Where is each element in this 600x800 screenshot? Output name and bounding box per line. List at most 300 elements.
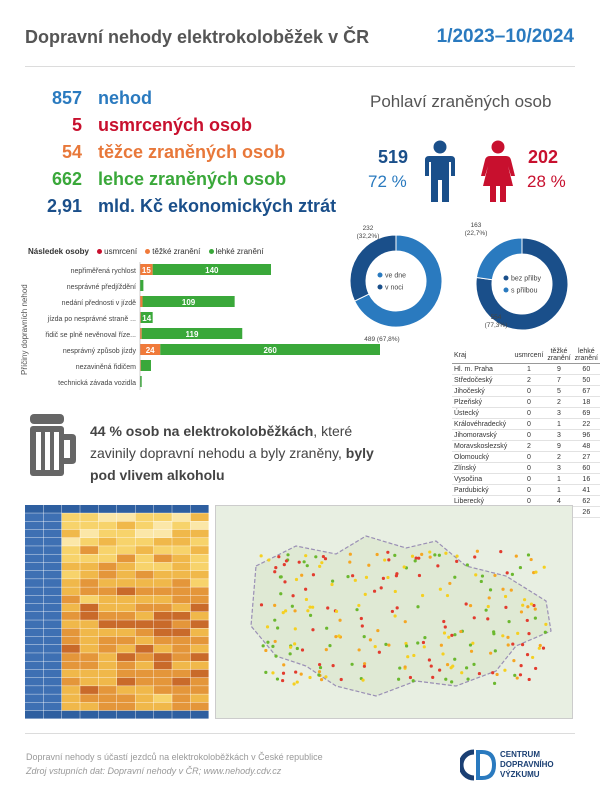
heatmap-cell: [135, 546, 153, 554]
heatmap-cell: [135, 538, 153, 546]
heatmap-cell: [80, 513, 98, 521]
bar-segment: [141, 360, 151, 371]
accident-dot: [412, 679, 415, 682]
heatmap-cell: [62, 587, 80, 595]
heatmap-cell: [154, 554, 172, 562]
accident-dot: [358, 648, 361, 651]
heatmap-cell: [154, 661, 172, 669]
heatmap-cell: [135, 530, 153, 538]
accident-dot: [266, 625, 269, 628]
accident-dot: [417, 557, 420, 560]
donut-value-label-pct: (32,2%): [356, 233, 380, 240]
logo-line: DOPRAVNÍHO: [500, 760, 554, 769]
heatmap-cell: [172, 579, 190, 587]
bar-data-label: 15: [141, 266, 151, 275]
accident-dot: [409, 676, 412, 679]
heatmap-cell: [172, 703, 190, 711]
bar-data-label: 24: [145, 346, 155, 355]
accident-map: [215, 505, 573, 719]
accident-dot: [511, 573, 514, 576]
donut-value-label-pct: (77,3%): [484, 322, 508, 329]
heatmap-cell: [43, 521, 61, 529]
stat-value: 662: [51, 169, 82, 189]
heatmap-cell: [191, 571, 209, 579]
heatmap-cell: [154, 653, 172, 661]
table-cell: 2: [513, 375, 546, 386]
accident-dot: [501, 588, 504, 591]
accident-dot: [319, 666, 322, 669]
table-header-cell: lehké zranění: [574, 348, 599, 362]
accident-dot: [459, 630, 462, 633]
accident-dot: [311, 628, 314, 631]
accident-dot: [527, 553, 530, 556]
alcohol-highlight-2: byly pod vlivem alkoholu: [90, 445, 374, 483]
heatmap-cell: [43, 596, 61, 604]
heatmap-cell: [99, 530, 117, 538]
accident-dot: [304, 588, 307, 591]
heatmap-cell: [25, 637, 43, 645]
accident-dot: [354, 579, 357, 582]
donut-slice: [476, 238, 522, 280]
heatmap-cell: [62, 530, 80, 538]
heatmap-cell: [154, 628, 172, 636]
accident-dot: [516, 632, 519, 635]
heatmap-cell: [117, 637, 135, 645]
heatmap-cell: [117, 694, 135, 702]
heatmap-cell: [172, 645, 190, 653]
heatmap-cell: [99, 571, 117, 579]
heatmap-cell: [99, 579, 117, 587]
accident-dot: [420, 553, 423, 556]
heatmap-cell: [99, 546, 117, 554]
accident-dot: [526, 605, 529, 608]
accident-dot: [444, 678, 447, 681]
accident-dot: [335, 610, 338, 613]
heatmap-cell: [25, 546, 43, 554]
accident-dot: [503, 669, 506, 672]
accident-dot: [429, 556, 432, 559]
accident-dot: [433, 553, 436, 556]
accident-dot: [380, 586, 383, 589]
accident-dot: [291, 605, 294, 608]
accident-dot: [439, 588, 442, 591]
table-row: [452, 474, 600, 485]
accident-dot: [283, 580, 286, 583]
heatmap-cell: [135, 637, 153, 645]
heatmap-cell: [43, 620, 61, 628]
accident-dot: [396, 606, 399, 609]
heatmap-cell: [43, 661, 61, 669]
accident-dot: [332, 664, 335, 667]
accident-dot: [330, 583, 333, 586]
donut-value-label: 489 (67,8%): [364, 336, 400, 343]
heatmap-cell: [25, 579, 43, 587]
accident-dot: [363, 665, 366, 668]
accident-dot: [438, 554, 441, 557]
heatmap-cell: [62, 579, 80, 587]
heatmap-cell: [191, 645, 209, 653]
accident-dot: [453, 658, 456, 661]
accident-dot: [455, 560, 458, 563]
heatmap-cell: [172, 628, 190, 636]
accident-dot: [312, 573, 315, 576]
heatmap-cell: [135, 563, 153, 571]
accident-dot: [494, 649, 497, 652]
male-percent: 72 %: [368, 172, 407, 191]
heatmap-cell: [135, 587, 153, 595]
region-table: [452, 347, 600, 518]
accident-dot: [495, 673, 498, 676]
heatmap-cell: [154, 571, 172, 579]
heatmap-cell: [117, 604, 135, 612]
accident-dot: [416, 641, 419, 644]
accident-dot: [274, 566, 277, 569]
table-cell: 0: [513, 419, 546, 430]
table-cell: 1: [545, 485, 572, 496]
accident-dot: [398, 666, 401, 669]
table-header-cell: usmrcení: [513, 347, 546, 364]
accident-dot: [365, 576, 368, 579]
accident-dot: [357, 604, 360, 607]
donut-legend-label: s přilbou: [511, 287, 538, 295]
table-cell: 62: [573, 496, 600, 507]
heatmap-cell: [191, 513, 209, 521]
alcohol-statement: [90, 420, 380, 486]
accident-dot: [276, 677, 279, 680]
heatmap-cell: [99, 637, 117, 645]
accident-dot: [510, 589, 513, 592]
heatmap-cell: [135, 694, 153, 702]
heatmap-cell: [25, 678, 43, 686]
alcohol-sep: ,: [338, 445, 346, 461]
accident-dot: [267, 558, 270, 561]
table-cell: 0: [513, 452, 546, 463]
heatmap-cell: [154, 505, 172, 513]
heatmap-cell: [172, 637, 190, 645]
heatmap-cell: [43, 670, 61, 678]
heatmap-cell: [62, 637, 80, 645]
accident-dot: [534, 667, 537, 670]
accident-dot: [519, 566, 522, 569]
accident-dot: [507, 643, 510, 646]
heatmap-cell: [117, 513, 135, 521]
table-cell: Středočeský: [452, 375, 513, 386]
accident-dot: [411, 555, 414, 558]
heatmap-cell: [80, 546, 98, 554]
heatmap-cell: [62, 612, 80, 620]
stat-label: těžce zraněných osob: [98, 142, 286, 162]
stat-value: 5: [71, 115, 82, 135]
heatmap-cell: [191, 596, 209, 604]
accident-dot: [340, 678, 343, 681]
heatmap-cell: [99, 653, 117, 661]
heatmap-cell: [135, 521, 153, 529]
heatmap-cell: [117, 538, 135, 546]
table-cell: Jihomoravský: [452, 430, 513, 441]
donut-legend-dot: [504, 276, 509, 281]
accident-dot: [369, 638, 372, 641]
table-cell: 5: [545, 386, 572, 397]
table-cell: 1: [513, 364, 546, 375]
donut-value-label: 554: [490, 314, 502, 321]
heatmap-cell: [154, 686, 172, 694]
footer-divider: [25, 733, 575, 734]
heatmap-cell: [191, 587, 209, 595]
accident-dot: [506, 571, 509, 574]
heatmap-cell: [117, 661, 135, 669]
accident-dot: [455, 555, 458, 558]
heatmap-cell: [99, 587, 117, 595]
heatmap-cell: [99, 612, 117, 620]
heatmap-cell: [172, 530, 190, 538]
cdv-logo-icon: [460, 748, 500, 782]
accident-dot: [346, 575, 349, 578]
accident-dot: [431, 676, 434, 679]
accident-dot: [374, 645, 377, 648]
accident-dot: [306, 564, 309, 567]
male-icon: [420, 140, 460, 204]
heatmap-cell: [62, 653, 80, 661]
heatmap-cell: [191, 612, 209, 620]
heatmap-cell: [191, 505, 209, 513]
accident-dot: [465, 666, 468, 669]
table-cell: 18: [573, 397, 600, 408]
heatmap-cell: [117, 563, 135, 571]
table-cell: 0: [513, 474, 546, 485]
accident-dot: [530, 602, 533, 605]
heatmap-cell: [154, 612, 172, 620]
heatmap-cell: [25, 596, 43, 604]
accident-dot: [382, 577, 385, 580]
heatmap-cell: [191, 538, 209, 546]
heatmap-cell: [80, 530, 98, 538]
heatmap-cell: [172, 538, 190, 546]
table-row: [452, 375, 600, 386]
accident-dot: [530, 558, 533, 561]
heatmap-cell: [172, 513, 190, 521]
heatmap-cell: [117, 612, 135, 620]
heatmap-cell: [80, 686, 98, 694]
table-header-cell: těžké zranění: [547, 348, 571, 362]
heatmap-cell: [62, 686, 80, 694]
stat-seriously-injured: [30, 142, 336, 169]
accident-dot: [519, 673, 522, 676]
heatmap-cell: [80, 694, 98, 702]
accident-dot: [446, 663, 449, 666]
accident-dot: [378, 651, 381, 654]
accident-dot: [534, 571, 537, 574]
accident-dot: [391, 610, 394, 613]
heatmap-cell: [154, 620, 172, 628]
heatmap-cell: [43, 653, 61, 661]
accident-dot: [394, 590, 397, 593]
accident-dot: [466, 678, 469, 681]
heatmap-cell: [43, 678, 61, 686]
table-header-row: [452, 347, 600, 364]
heatmap-cell: [80, 637, 98, 645]
heatmap-cell: [135, 661, 153, 669]
table-cell: Pardubický: [452, 485, 513, 496]
accident-dot: [418, 574, 421, 577]
accident-dot: [281, 679, 284, 682]
accident-dot: [441, 652, 444, 655]
accident-dot: [531, 656, 534, 659]
accident-dot: [493, 574, 496, 577]
accident-dot: [349, 553, 352, 556]
accident-dot: [282, 663, 285, 666]
heatmap-cell: [191, 711, 209, 719]
female-count: 202: [528, 147, 559, 167]
table-cell: Liberecký: [452, 496, 513, 507]
accident-dot: [279, 592, 282, 595]
table-cell: Vysočina: [452, 474, 513, 485]
accident-dot: [481, 574, 484, 577]
causes-bar-chart: [30, 262, 390, 392]
table-cell: Olomoucký: [452, 452, 513, 463]
table-cell: 0: [513, 463, 546, 474]
heatmap-cell: [154, 711, 172, 719]
accident-dot: [493, 682, 496, 685]
accident-dot: [406, 655, 409, 658]
heatmap-cell: [172, 571, 190, 579]
cdv-logo-text: [500, 750, 554, 780]
table-cell: 22: [573, 419, 600, 430]
stat-value: 2,91: [46, 196, 82, 216]
heatmap-cell: [172, 521, 190, 529]
heatmap-cell: [117, 554, 135, 562]
accident-dot: [291, 594, 294, 597]
accident-dot: [486, 617, 489, 620]
heatmap-cell: [172, 620, 190, 628]
heatmap-cell: [191, 703, 209, 711]
accident-dot: [286, 553, 289, 556]
accident-dot: [414, 559, 417, 562]
heatmap-cell: [154, 596, 172, 604]
heatmap-cell: [99, 628, 117, 636]
heatmap-cell: [43, 587, 61, 595]
accident-dot: [444, 552, 447, 555]
heatmap-cell: [43, 711, 61, 719]
table-cell: 16: [573, 474, 600, 485]
heatmap-cell: [62, 620, 80, 628]
accident-dot: [469, 643, 472, 646]
heatmap-cell: [43, 530, 61, 538]
accident-dot: [387, 558, 390, 561]
heatmap-cell: [191, 546, 209, 554]
bar-chart-ylabel: Příčiny dopravních nehod: [20, 284, 29, 375]
heatmap-cell: [80, 579, 98, 587]
heatmap-cell: [154, 604, 172, 612]
table-cell: 0: [513, 430, 546, 441]
accident-dot: [361, 624, 364, 627]
heatmap-cell: [99, 661, 117, 669]
accident-dot: [470, 650, 473, 653]
header-divider: [25, 66, 575, 67]
heatmap-cell: [154, 538, 172, 546]
heatmap-cell: [25, 604, 43, 612]
heatmap-cell: [99, 521, 117, 529]
accident-dot: [499, 550, 502, 553]
accident-dot: [320, 678, 323, 681]
heatmap-cell: [154, 513, 172, 521]
bar-data-label: 260: [263, 346, 277, 355]
heatmap-cell: [172, 546, 190, 554]
accident-dot: [443, 631, 446, 634]
heatmap-cell: [43, 703, 61, 711]
table-cell: 0: [513, 386, 546, 397]
heatmap-cell: [99, 538, 117, 546]
heatmap-cell: [135, 711, 153, 719]
accident-dot: [376, 553, 379, 556]
map-canvas: [216, 506, 573, 719]
accident-dot: [376, 629, 379, 632]
heatmap-cell: [80, 703, 98, 711]
accident-dot: [264, 649, 267, 652]
accident-dot: [488, 596, 491, 599]
heatmap-cell: [135, 596, 153, 604]
heatmap-cell: [154, 703, 172, 711]
accident-dot: [322, 555, 325, 558]
heatmap-cell: [191, 521, 209, 529]
table-cell: 67: [573, 386, 600, 397]
table-cell: Plzeňský: [452, 397, 513, 408]
table-row: [452, 441, 600, 452]
donut-legend-label: v noci: [385, 284, 404, 292]
accident-dot: [539, 644, 542, 647]
heatmap-cell: [62, 628, 80, 636]
table-cell: 9: [545, 441, 572, 452]
accident-dot: [511, 642, 514, 645]
accident-dot: [351, 574, 354, 577]
accident-dot: [504, 606, 507, 609]
bar-category-label: nezaviněná řidičem: [75, 364, 136, 371]
heatmap-cell: [135, 686, 153, 694]
accident-dot: [266, 641, 269, 644]
accident-dot: [320, 561, 323, 564]
heatmap-cell: [62, 513, 80, 521]
page-title: Dopravní nehody elektrokoloběžek v ČR: [25, 27, 370, 47]
heatmap-cell: [25, 703, 43, 711]
stat-economic-loss: [30, 196, 336, 223]
heatmap-cell: [191, 637, 209, 645]
table-row: [452, 485, 600, 496]
accident-dot: [296, 680, 299, 683]
heatmap-cell: [62, 521, 80, 529]
heatmap-cell: [25, 530, 43, 538]
heatmap-cell: [25, 612, 43, 620]
accident-dot: [542, 646, 545, 649]
accident-dot: [453, 633, 456, 636]
heatmap-cell: [99, 694, 117, 702]
bar-data-label: 119: [185, 330, 199, 339]
heatmap-cell: [191, 686, 209, 694]
accident-dot: [318, 670, 321, 673]
accident-dot: [520, 664, 523, 667]
bar-data-label: 14: [142, 314, 152, 323]
heatmap-cell: [62, 711, 80, 719]
heatmap-cell: [62, 645, 80, 653]
legend-killed: usmrcení: [104, 247, 138, 256]
alcohol-text: , které zavinily dopravní nehodu a byly: [90, 423, 353, 461]
heatmap-cell: [99, 686, 117, 694]
heatmap-cell: [154, 694, 172, 702]
table-cell: 4: [545, 496, 572, 507]
table-cell: 27: [573, 452, 600, 463]
heatmap-cell: [117, 571, 135, 579]
accident-dot: [324, 675, 327, 678]
heatmap-cell: [25, 554, 43, 562]
hourly-heatmap: [25, 505, 209, 719]
